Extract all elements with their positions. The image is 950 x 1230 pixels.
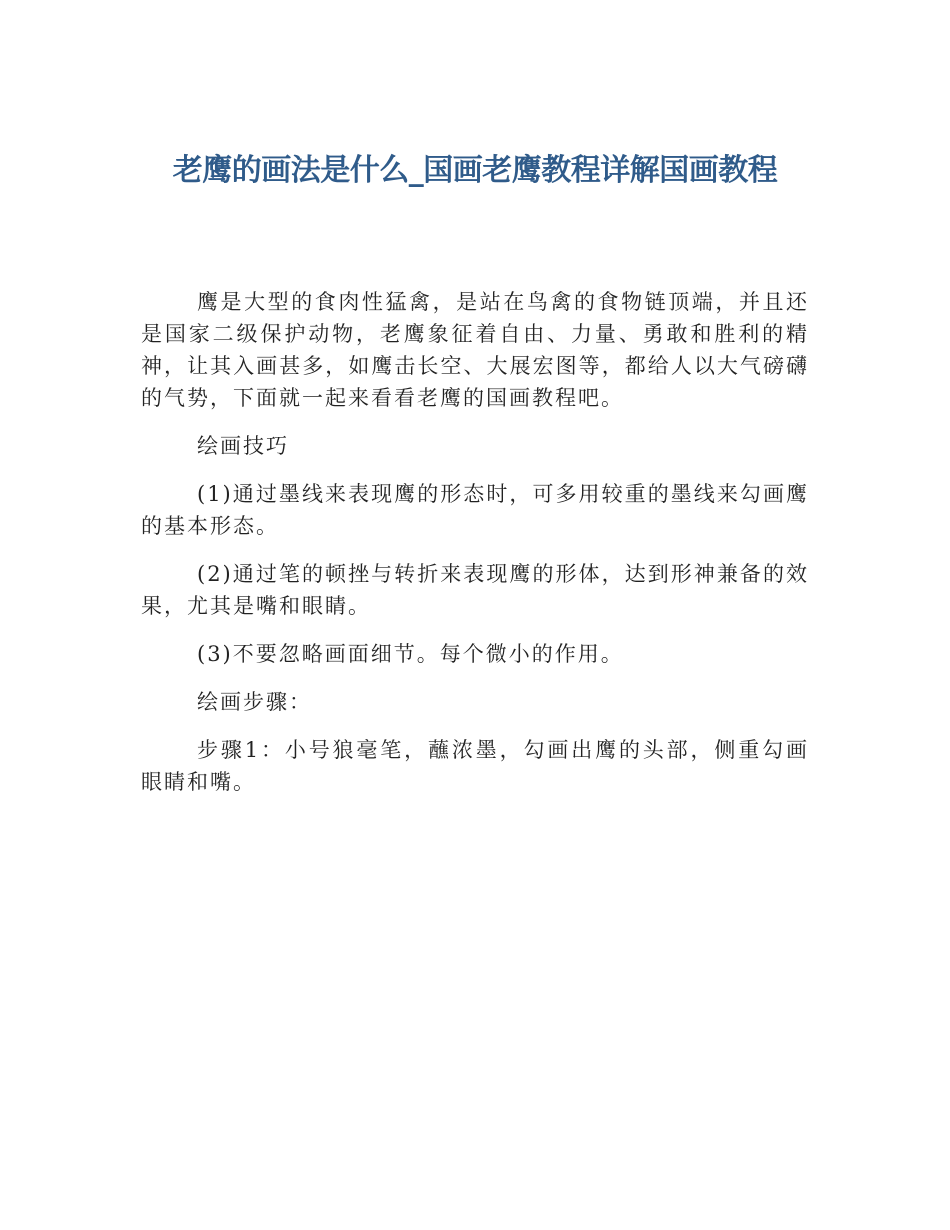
intro-paragraph: 鹰是大型的食肉性猛禽，是站在鸟禽的食物链顶端，并且还是国家二级保护动物，老鹰象征着自由、力量、勇敢和胜利的精神，让其入画甚多，如鹰击长空、大展宏图等，都给人以大气磅礴的气势，下面就一起来看看老鹰的国画教程吧。 xyxy=(141,290,809,410)
document-title: 老鹰的画法是什么_国画老鹰教程详解国画教程 xyxy=(172,153,778,188)
step-item-1: 步骤1：小号狼毫笔，蘸浓墨，勾画出鹰的头部，侧重勾画眼睛和嘴。 xyxy=(141,738,809,794)
section-heading-steps: 绘画步骤： xyxy=(197,690,312,714)
technique-item-1: (1)通过墨线来表现鹰的形态时，可多用较重的墨线来勾画鹰的基本形态。 xyxy=(141,482,809,538)
document-body xyxy=(141,286,809,814)
technique-item-3: (3)不要忽略画面细节。每个微小的作用。 xyxy=(197,642,624,666)
technique-item-2: (2)通过笔的顿挫与转折来表现鹰的形体，达到形神兼备的效果，尤其是嘴和眼睛。 xyxy=(141,562,809,618)
section-heading-techniques: 绘画技巧 xyxy=(197,434,289,458)
